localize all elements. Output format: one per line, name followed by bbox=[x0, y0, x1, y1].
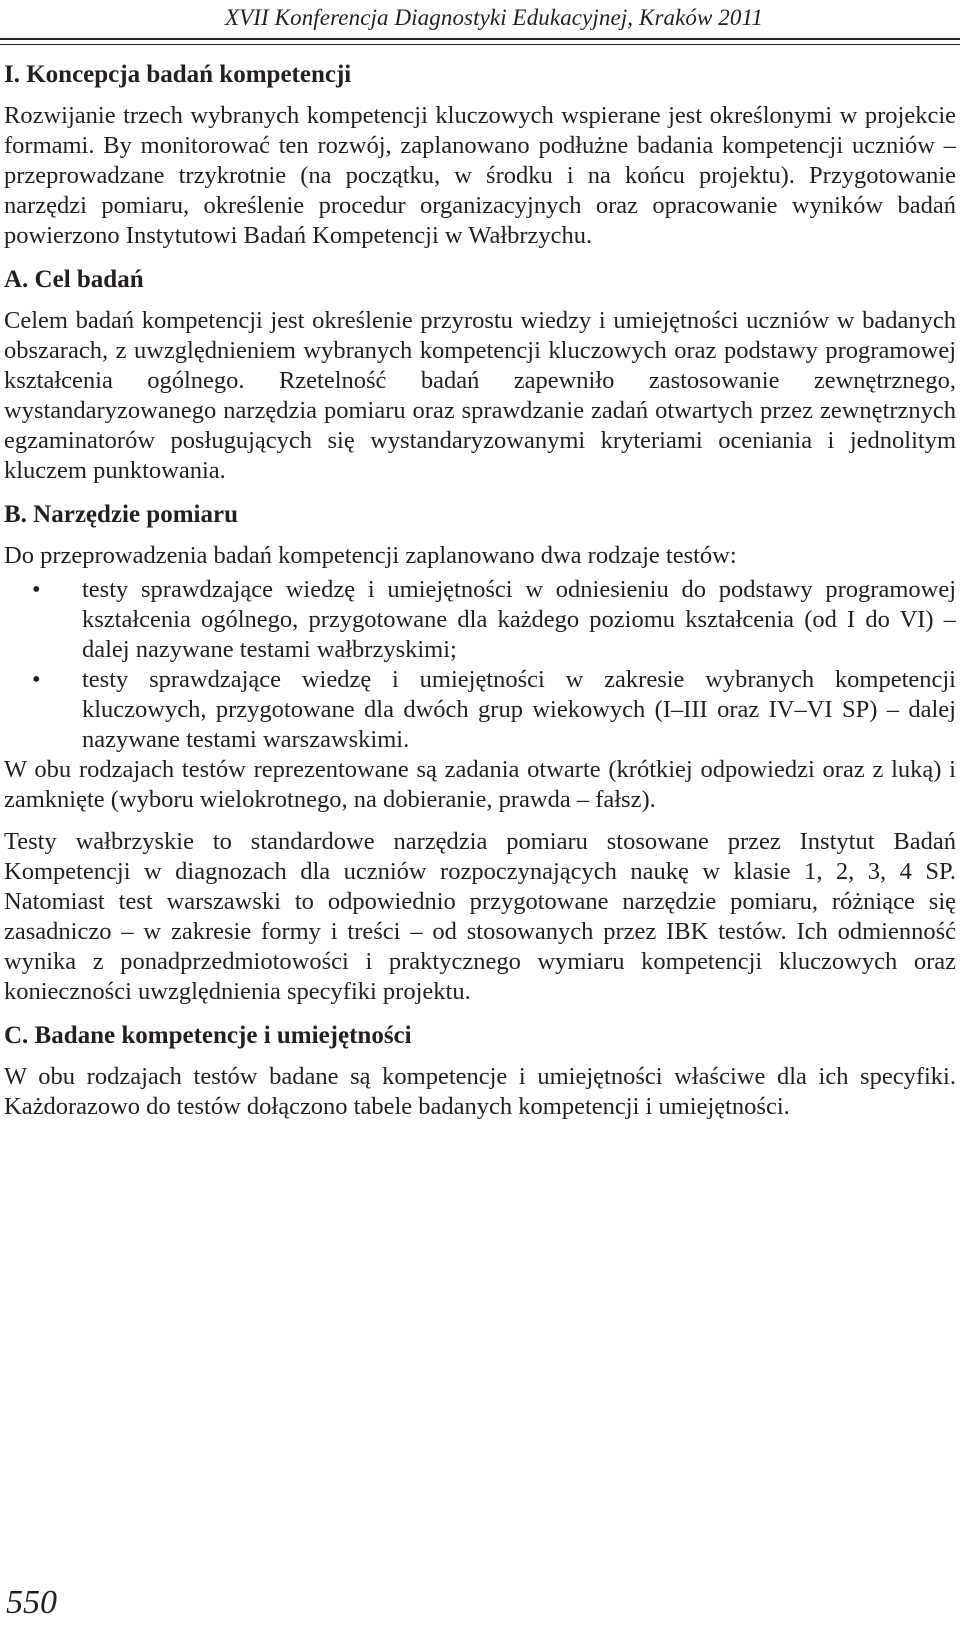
paragraph-zadania: W obu rodzajach testów reprezentowane są zadania otwarte (krótkiej odpowiedzi oraz z luką) i zamknięte (wyboru wielokrotnego, na dobieranie, prawda – fałsz). bbox=[4, 756, 956, 813]
header-rule bbox=[0, 38, 960, 40]
paragraph-badane-kompetencje: W obu rodzajach testów badane są kompetencje i umiejętności właściwe dla ich specyfiki. Każdorazowo do testów dołączono tabele badanych kompetencji i umiejętności. bbox=[4, 1063, 956, 1120]
section-title-koncepcja: I. Koncepcja badań kompetencji bbox=[4, 61, 352, 88]
paragraph-narzedzie-intro: Do przeprowadzenia badań kompetencji zaplanowano dwa rodzaje testów: bbox=[4, 542, 737, 569]
running-title: XVII Konferencja Diagnostyki Edukacyjnej, Kraków 2011 bbox=[224, 5, 763, 30]
page-number: 550 bbox=[6, 1584, 57, 1621]
paragraph-cel-badan: Celem badań kompetencji jest określenie przyrostu wiedzy i umiejętności uczniów w badanych obszarach, z uwzględnieniem wybranych kompetencji kluczowych oraz podstawy programowej kształcenia ogólnego. Rzetelność badań zapewniło zastosowanie zewnętrznego, wystandaryzowanego narzędzia pomiaru oraz sprawdzanie zadań otwartych przez zewnętrznych egzaminatorów posługujących się wystandaryzowanymi kryteriami oceniania i jednolitym kluczem punktowania. bbox=[4, 307, 956, 484]
list-item-text: testy sprawdzające wiedzę i umiejętności w odniesieniu do podstawy programowej kształcenia ogólnego, przygotowane dla każdego poziomu kształcenia (od I do VI) – dalej nazywane testami wałbrzyskimi; bbox=[82, 576, 956, 663]
paragraph-testy-walbrzyskie: Testy wałbrzyskie to standardowe narzędzia pomiaru stosowane przez Instytut Badań Kompetencji w diagnozach dla uczniów rozpoczynających naukę w klasie 1, 2, 3, 4 SP. Natomiast test warszawski to odpowiednio przygotowane narzędzie pomiaru, różniące się zasadniczo – w zakresie formy i treści – od stosowanych przez IBK testów. Ich odmienność wynika z ponadprzedmiotowości i praktycznego wymiaru kompetencji kluczowych oraz konieczności uwzględnienia specyfiki projektu. bbox=[4, 828, 956, 1005]
bullet-icon: • bbox=[32, 666, 41, 693]
section-title-cel-badan: A. Cel badań bbox=[4, 266, 144, 293]
header-rule-thin bbox=[0, 44, 960, 45]
section-title-badane-kompetencje: C. Badane kompetencje i umiejętności bbox=[4, 1022, 412, 1049]
page-body bbox=[4, 58, 956, 1122]
section-title-narzedzie-pomiaru: B. Narzędzie pomiaru bbox=[4, 501, 238, 528]
test-types-list bbox=[4, 575, 956, 755]
list-item bbox=[4, 575, 956, 665]
list-item bbox=[4, 665, 956, 755]
list-item-text: testy sprawdzające wiedzę i umiejętności w zakresie wybranych kompetencji kluczowych, przygotowane dla dwóch grup wiekowych (I–III oraz IV–VI SP) – dalej nazywane testami warszawskimi. bbox=[82, 666, 956, 753]
paragraph-koncepcja: Rozwijanie trzech wybranych kompetencji kluczowych wspierane jest określonymi w projekcie formami. By monitorować ten rozwój, zaplanowano podłużne badania kompetencji uczniów – przeprowadzane trzykrotnie (na początku, w środku i na końcu projektu). Przygotowanie narzędzi pomiaru, określenie procedur organizacyjnych oraz opracowanie wyników badań powierzono Instytutowi Badań Kompetencji w Wałbrzychu. bbox=[4, 102, 956, 249]
running-header bbox=[0, 0, 960, 44]
bullet-icon: • bbox=[32, 576, 41, 603]
